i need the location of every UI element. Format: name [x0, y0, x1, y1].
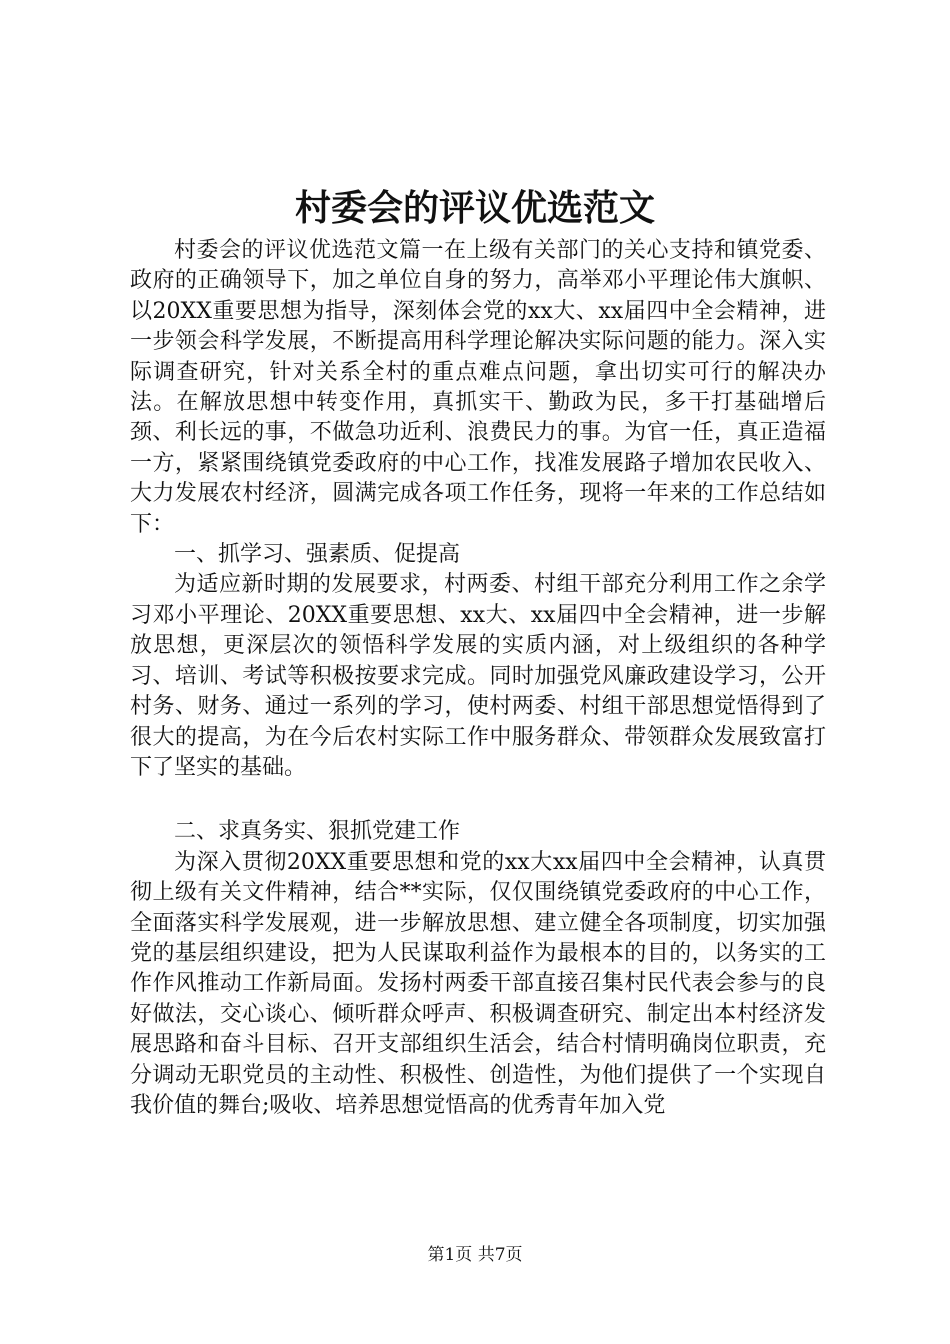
document-body	[130, 236, 826, 1121]
section-heading-1: 一、抓学习、强素质、促提高	[174, 542, 461, 568]
paragraph-study: 为适应新时期的发展要求，村两委、村组干部充分利用工作之余学习邓小平理论、20XX重要思想、xx大、xx届四中全会精神，进一步解放思想，更深层次的领悟科学发展的实质内涵，对上级组织的各种学习、培训、考试等积极按要求完成。同时加强党风廉政建设学习，公开村务、财务、通过一系列的学习，使村两委、村组干部思想觉悟得到了很大的提高，为在今后农村实际工作中服务群众、带领群众发展致富打下了坚实的基础。	[130, 572, 826, 780]
document-title: 村委会的评议优选范文	[294, 187, 655, 229]
paragraph-party-building: 为深入贯彻20XX重要思想和党的xx大xx届四中全会精神，认真贯彻上级有关文件精神，结合**实际，仅仅围绕镇党委政府的中心工作，全面落实科学发展观，进一步解放思想、建立健全各项制度，切实加强党的基层组织建设，把为人民谋取利益作为最根本的目的，以务实的工作作风推动工作新局面。发扬村两委干部直接召集村民代表会参与的良好做法，交心谈心、倾听群众呼声、积极调查研究、制定出本村经济发展思路和奋斗目标、召开支部组织生活会，结合村情明确岗位职责，充分调动无职党员的主动性、积极性、创造性，为他们提供了一个实现自我价值的舞台;吸收、培养思想觉悟高的优秀青年加入党	[130, 849, 826, 1118]
page-footer: 第1页 共7页	[427, 1245, 523, 1265]
section-heading-2: 二、求真务实、狠抓党建工作	[174, 819, 461, 845]
paragraph-intro: 村委会的评议优选范文篇一在上级有关部门的关心支持和镇党委、政府的正确领导下，加之单位自身的努力，高举邓小平理论伟大旗帜、以20XX重要思想为指导，深刻体会党的xx大、xx届四中全会精神，进一步领会科学发展，不断提高用科学理论解决实际问题的能力。深入实际调查研究，针对关系全村的重点难点问题，拿出切实可行的解决办法。在解放思想中转变作用，真抓实干、勤政为民，多干打基础增后颈、利长远的事，不做急功近利、浪费民力的事。为官一任，真正造福一方，紧紧围绕镇党委政府的中心工作，找准发展路子增加农民收入、大力发展农村经济，圆满完成各项工作任务，现将一年来的工作总结如下：	[130, 238, 826, 537]
paragraph-spacer	[130, 783, 826, 817]
